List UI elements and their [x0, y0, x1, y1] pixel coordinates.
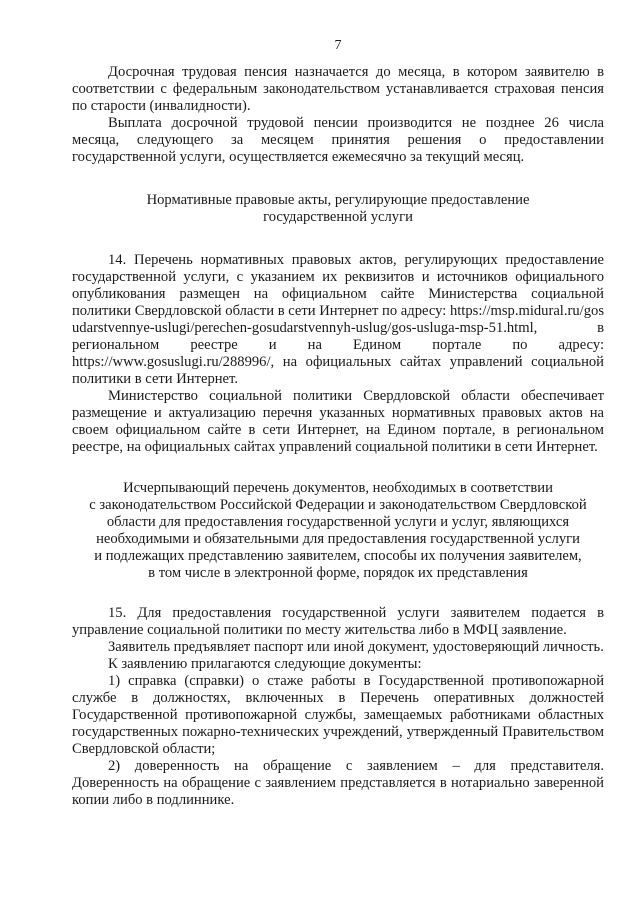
paragraph-14-tail: , на официальных сайтах управлений социальной политики в сети Интернет.: [72, 354, 604, 387]
paragraph-14-mid: , в региональном реестре и на Едином портале по адресу:: [72, 320, 604, 353]
ministry-site-link[interactable]: https://msp.midural.ru/gosudarstvennye-uslugi/perechen-gosudarstvennyh-uslug/gos-usluga-msp-51.html: [72, 303, 604, 336]
section-heading-line: с законодательством Российской Федерации и законодательством Свердловской: [89, 497, 587, 513]
section-heading-line: области для предоставления государственной услуги и услуг, являющихся: [106, 514, 570, 530]
gosuslugi-link[interactable]: https://www.gosuslugi.ru/288996/: [72, 354, 271, 370]
section-heading-line: государственной услуги: [263, 209, 413, 225]
paragraph-14-lead: 14. Перечень нормативных правовых актов, регулирующих предоставление государственной услуги, с указанием их реквизитов и источников официального опубликования размещен на официальном сайте Министерства социальной политики Свердловской области в сети Интернет по адресу:: [72, 252, 604, 319]
section-heading-line: Нормативные правовые акты, регулирующие предоставление: [146, 192, 530, 208]
paragraph-ministry-duties: Министерство социальной политики Свердловской области обеспечивает размещение и актуализацию перечня указанных нормативных правовых актов на своем официальном сайте в сети Интернет, на Едином портале, в региональном реестре, на официальных сайтах управлений социальной политики в сети Интернет.: [72, 388, 604, 455]
section-heading-line: необходимыми и обязательными для предоставления государственной услуги: [96, 531, 580, 547]
paragraph-14: [72, 252, 604, 388]
paragraph-passport: Заявитель предъявляет паспорт или иной документ, удостоверяющий личность.: [108, 639, 604, 655]
paragraph-attachments: К заявлению прилагаются следующие документы:: [108, 656, 422, 672]
list-item-certificate: 1) справка (справки) о стаже работы в Государственной противопожарной службе в должностях, включенных в Перечень оперативных должностей Государственной противопожарной службы, замещаемых работниками областных государственных пожарно-технических учреждений, утвержденный Правительством Свердловской области;: [72, 673, 604, 757]
section-heading-line: Исчерпывающий перечень документов, необходимых в соответствии: [123, 480, 553, 496]
section-heading-documents: [72, 480, 604, 582]
section-heading-legal-acts: [72, 192, 604, 226]
paragraph-15: 15. Для предоставления государственной услуги заявителем подается в управление социальной политики по месту жительства либо в МФЦ заявление.: [72, 605, 604, 638]
paragraph-pension-start: Досрочная трудовая пенсия назначается до месяца, в котором заявителю в соответствии с федеральным законодательством устанавливается страховая пенсия по старости (инвалидности).: [72, 64, 604, 114]
section-heading-line: и подлежащих представлению заявителем, способы их получения заявителем,: [94, 548, 582, 564]
paragraph-pension-payment: Выплата досрочной трудовой пенсии производится не позднее 26 числа месяца, следующего за месяцем принятия решения о предоставлении государственной услуги, осуществляется ежемесячно за текущий месяц.: [72, 115, 604, 165]
list-item-power-of-attorney: 2) доверенность на обращение с заявлением – для представителя. Доверенность на обращение с заявлением представляется в нотариально заверенной копии либо в подлиннике.: [72, 758, 604, 808]
page-number: 7: [334, 38, 342, 53]
section-heading-line: в том числе в электронной форме, порядок их представления: [148, 565, 528, 581]
